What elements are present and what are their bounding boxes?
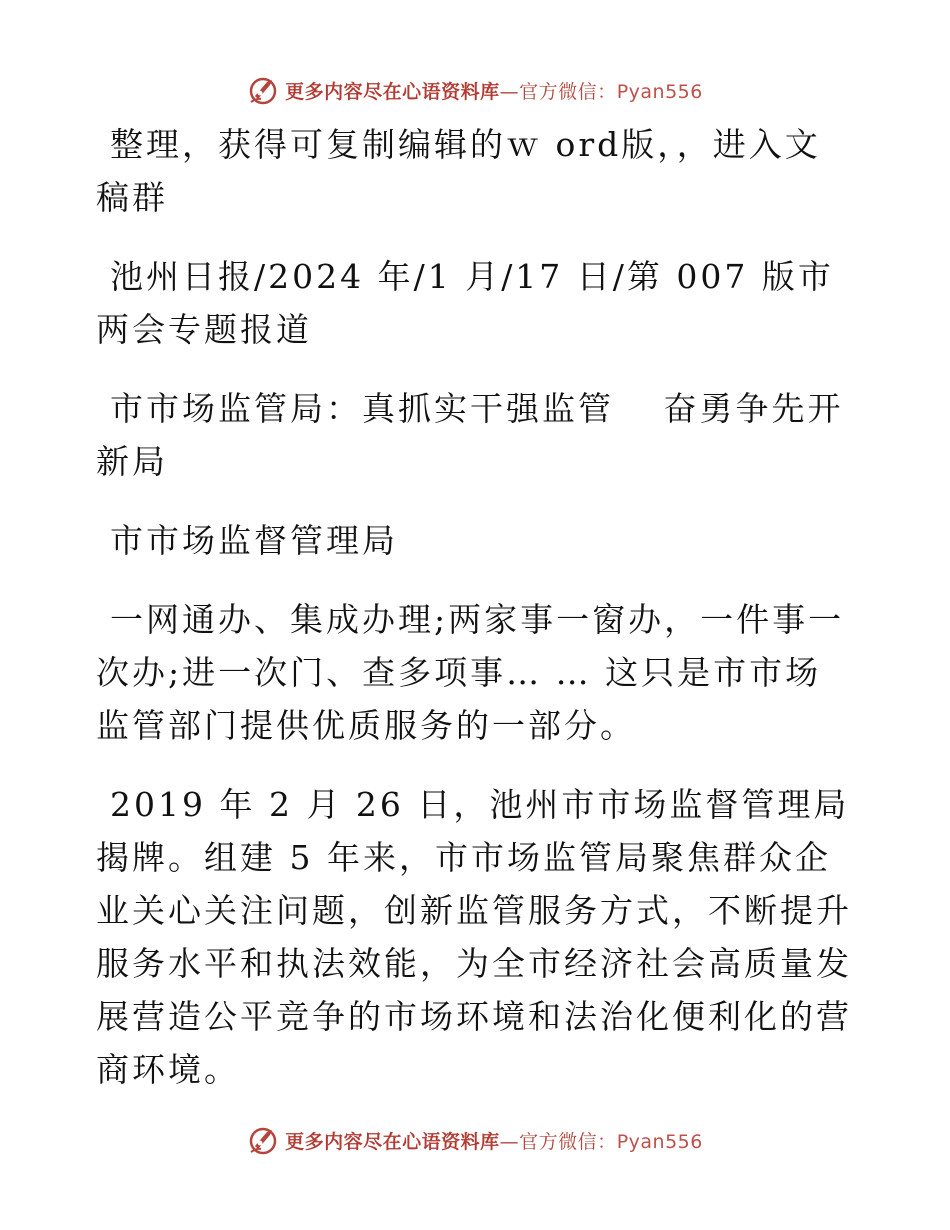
intro-paragraph: 整理，获得可复制编辑的ｗ ord版，，进入文稿群 (96, 125, 821, 217)
body-paragraph: 2019 年 2 月 26 日，池州市市场监督管理局揭牌。组建 5 年来，市市场监管局聚焦群众企业关心关注问题，创新监管服务方式，不断提升服务水平和执法效能，为全市经济社会高质量发展营造公平竞争的市场环境和法治化便利化的营商环境。 (96, 785, 852, 1089)
watermark-text (285, 1127, 703, 1154)
footer-watermark-banner (0, 1120, 950, 1160)
watermark-wechat-id: Pyan556 (616, 80, 703, 103)
pen-nib-logo-icon (247, 1124, 279, 1156)
watermark-wechat-id: Pyan556 (616, 1130, 703, 1153)
article-title: 市市场监管局：真抓实干强监管 奋勇争先开新局 (96, 389, 844, 481)
body-paragraph: 一网通办、集成办理;两家事一窗办，一件事一次办;进一次门、查多项事… … 这只是市市场监管部门提供优质服务的一部分。 (96, 600, 845, 745)
source-line: 池州日报/2024 年/1 月/17 日/第 007 版市两会专题报道 (96, 257, 834, 349)
pen-nib-logo-icon (247, 74, 279, 106)
document-body (96, 118, 852, 1122)
watermark-dash: — (499, 80, 520, 103)
article-author: 市市场监督管理局 (110, 521, 398, 560)
watermark-site-text: 更多内容尽在心语资料库 (285, 80, 500, 103)
watermark-wechat-label: 官方微信： (519, 1130, 617, 1153)
watermark-wechat-label: 官方微信： (519, 80, 617, 103)
header-watermark-banner (0, 70, 950, 110)
watermark-site-text: 更多内容尽在心语资料库 (285, 1130, 500, 1153)
watermark-text (285, 77, 703, 104)
watermark-dash: — (499, 1130, 520, 1153)
